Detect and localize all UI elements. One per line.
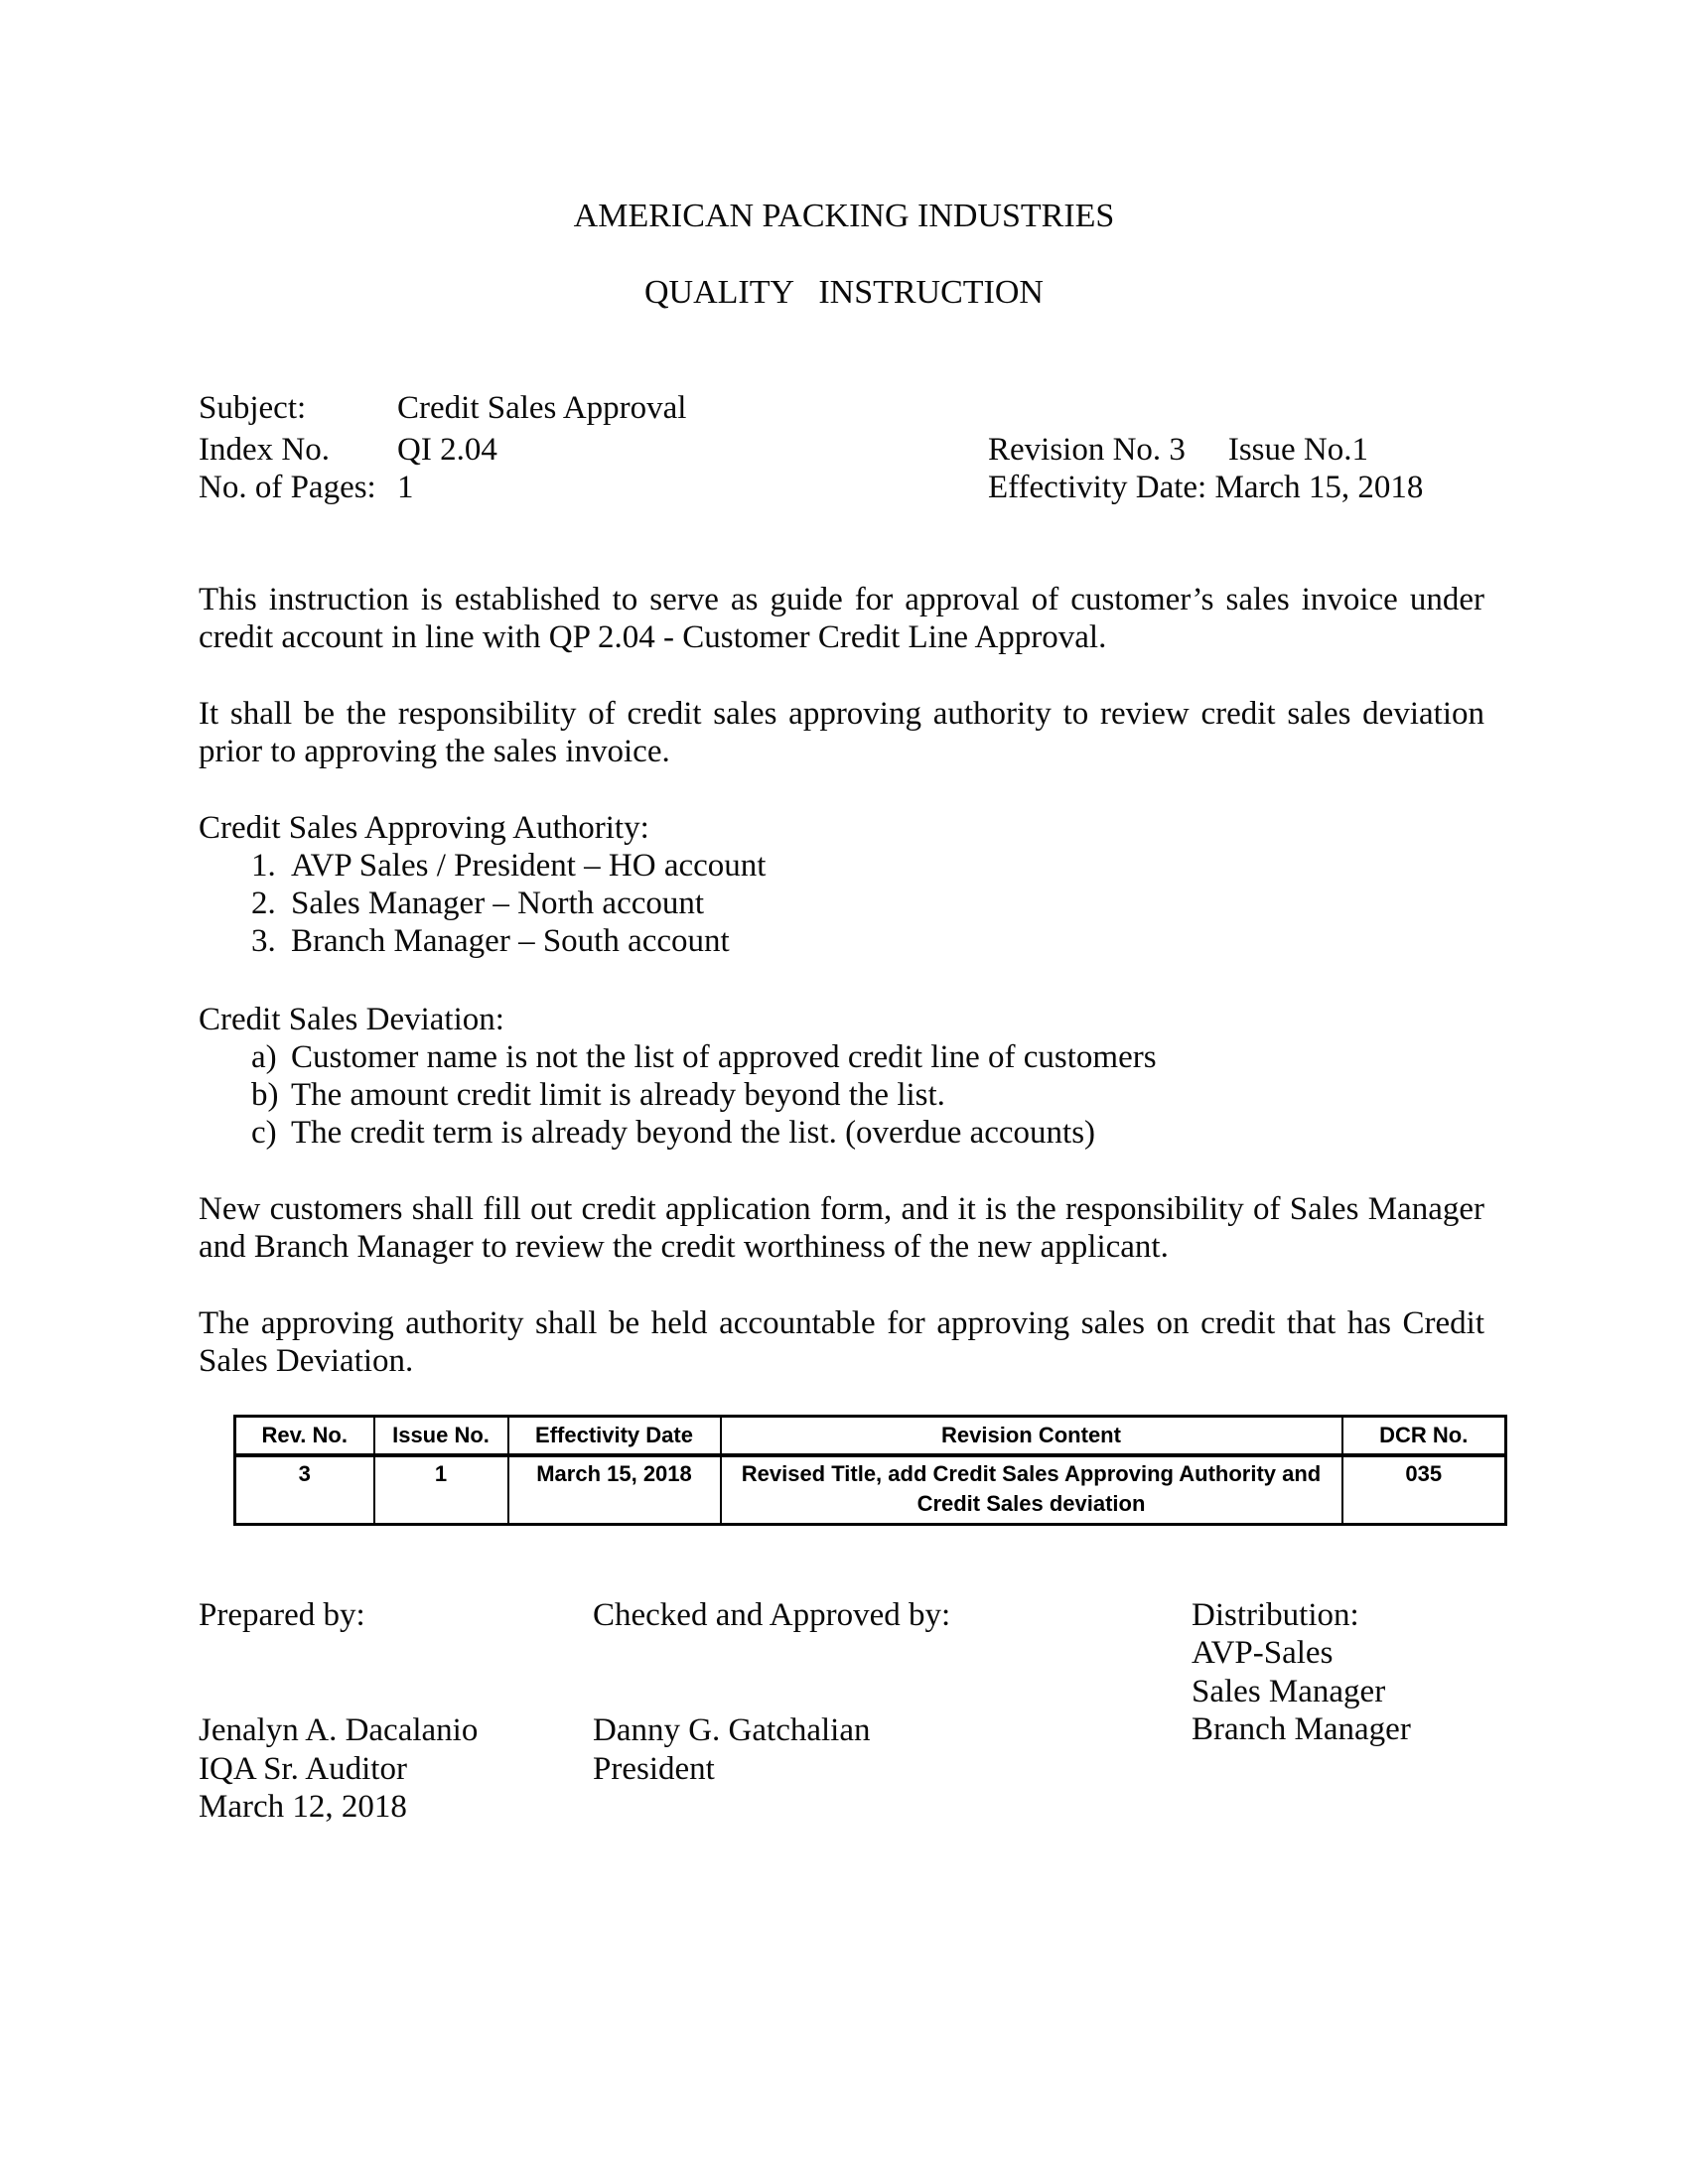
checked-by-signatory (593, 1711, 871, 1788)
list-item (199, 1038, 1484, 1076)
subject-value: Credit Sales Approval (397, 390, 687, 426)
list-item-text: Sales Manager – North account (291, 886, 705, 921)
prepared-by-signatory (199, 1711, 478, 1827)
table-header-row (235, 1417, 1506, 1456)
col-header-issue-no: Issue No. (374, 1417, 508, 1456)
authority-list (199, 847, 1484, 960)
distribution-item: AVP-Sales (1192, 1635, 1334, 1671)
document-type-title: QUALITY INSTRUCTION (644, 274, 1044, 311)
index-no-label: Index No. (199, 432, 330, 468)
company-title: AMERICAN PACKING INDUSTRIES (573, 198, 1115, 234)
list-item (199, 922, 1484, 960)
checked-by-title: President (593, 1750, 715, 1787)
deviation-heading: Credit Sales Deviation: (199, 1002, 504, 1037)
col-header-effectivity-date: Effectivity Date (508, 1417, 721, 1456)
cell-effectivity-date: March 15, 2018 (508, 1455, 721, 1525)
checked-approved-by-label: Checked and Approved by: (593, 1597, 951, 1633)
meta-subject-row (199, 389, 686, 427)
cell-rev-no: 3 (235, 1455, 374, 1525)
list-marker: 1. (251, 848, 276, 884)
meta-index-row (199, 431, 497, 469)
list-item-text: AVP Sales / President – HO account (291, 848, 767, 884)
list-marker: c) (251, 1115, 277, 1151)
authority-heading: Credit Sales Approving Authority: (199, 810, 649, 846)
issue-no: Issue No.1 (1227, 432, 1368, 468)
revision-history-table (233, 1415, 1507, 1526)
prepared-by-name: Jenalyn A. Dacalanio (199, 1712, 479, 1748)
col-header-revision-content: Revision Content (721, 1417, 1342, 1456)
prepared-by-label: Prepared by: (199, 1597, 365, 1633)
list-item-text: Branch Manager – South account (291, 923, 730, 959)
paragraph-intro: This instruction is established to serve as guide for approval of customer’s sales invoice under credit account in line with QP 2.04 - Customer Credit Line Approval. (199, 582, 1484, 655)
effectivity-date: Effectivity Date: March 15, 2018 (988, 470, 1424, 505)
list-item (199, 885, 1484, 922)
col-header-rev-no: Rev. No. (235, 1417, 374, 1456)
list-marker: a) (251, 1039, 277, 1075)
subject-label: Subject: (199, 390, 307, 426)
list-item-text: The credit term is already beyond the list. (overdue accounts) (291, 1115, 1096, 1151)
distribution-label: Distribution: (1192, 1597, 1359, 1633)
list-marker: b) (251, 1077, 279, 1113)
prepared-by-date: March 12, 2018 (199, 1789, 407, 1825)
list-item (199, 847, 1484, 885)
list-item-text: Customer name is not the list of approved credit line of customers (291, 1039, 1157, 1075)
paragraph-responsibility: It shall be the responsibility of credit sales approving authority to review credit sales deviation prior to approving the sales invoice. (199, 696, 1484, 769)
checked-by-name: Danny G. Gatchalian (593, 1712, 871, 1748)
table-row (235, 1455, 1506, 1525)
list-item (199, 1076, 1484, 1114)
distribution-item: Branch Manager (1192, 1711, 1411, 1747)
pages-label: No. of Pages: (199, 470, 376, 505)
list-marker: 3. (251, 923, 276, 959)
meta-revision-issue-row (988, 431, 1368, 469)
cell-revision-content: Revised Title, add Credit Sales Approving Authority and Credit Sales deviation (721, 1455, 1342, 1525)
distribution-list (1192, 1634, 1411, 1749)
paragraph-new-customers: New customers shall fill out credit application form, and it is the responsibility of Sales Manager and Branch Manager to review the credit worthiness of the new applicant. (199, 1191, 1484, 1265)
list-item (199, 1114, 1484, 1152)
cell-dcr-no: 035 (1342, 1455, 1506, 1525)
pages-value: 1 (397, 470, 414, 505)
cell-issue-no: 1 (374, 1455, 508, 1525)
index-no-value: QI 2.04 (397, 432, 497, 468)
paragraph-accountability: The approving authority shall be held accountable for approving sales on credit that has Credit Sales Deviation. (199, 1305, 1484, 1379)
list-item-text: The amount credit limit is already beyond the list. (291, 1077, 945, 1113)
meta-pages-row (199, 469, 414, 506)
col-header-dcr-no: DCR No. (1342, 1417, 1506, 1456)
distribution-item: Sales Manager (1192, 1673, 1386, 1709)
list-marker: 2. (251, 886, 276, 921)
prepared-by-title: IQA Sr. Auditor (199, 1750, 407, 1787)
deviation-list (199, 1038, 1484, 1152)
revision-no: Revision No. 3 (988, 432, 1186, 468)
